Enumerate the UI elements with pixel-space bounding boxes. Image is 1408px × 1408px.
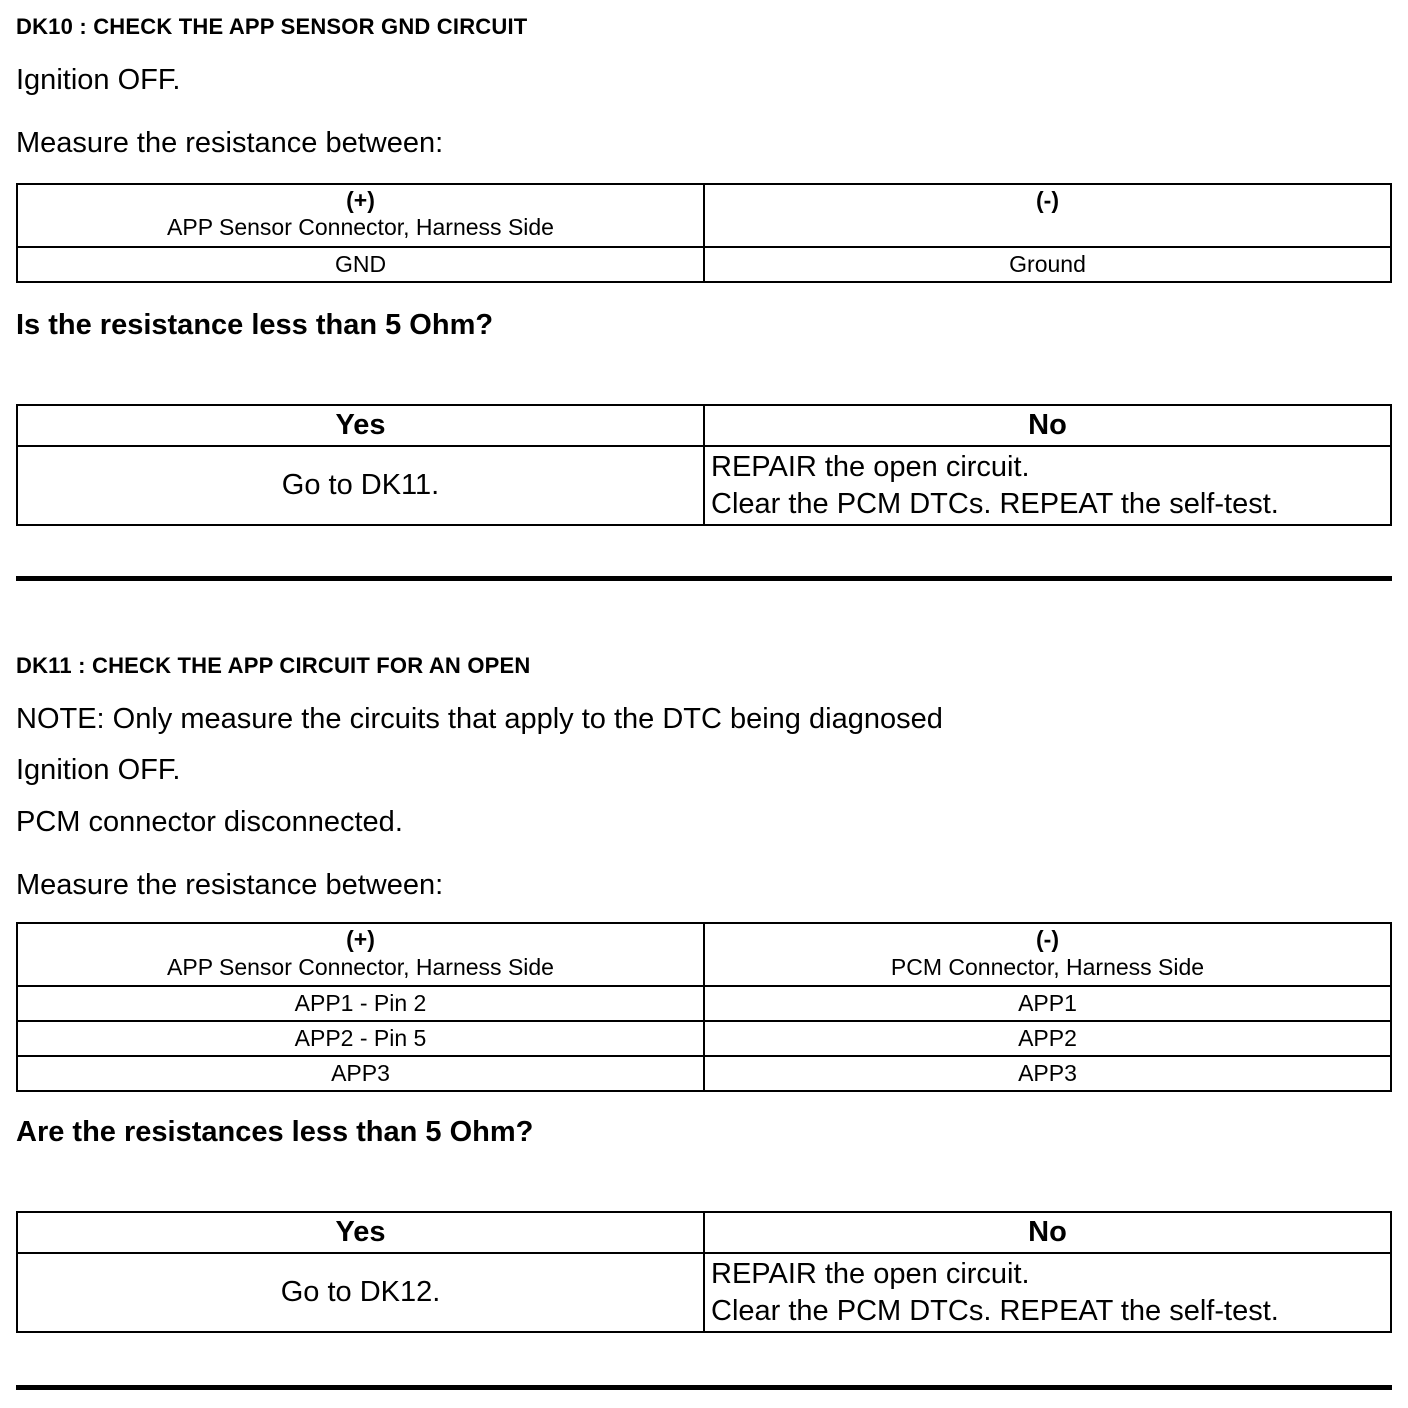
decision-table-dk11 xyxy=(16,1211,1392,1333)
measurement-table-dk10 xyxy=(16,183,1392,283)
plus-header-cell xyxy=(17,923,704,986)
decision-table-dk10 xyxy=(16,404,1392,526)
decision-header-row xyxy=(17,405,1391,446)
table-row xyxy=(17,1021,1391,1056)
no-action-line: Clear the PCM DTCs. REPEAT the self-test. xyxy=(711,1294,1279,1327)
instruction-ignition-off: Ignition OFF. xyxy=(16,754,181,787)
table-row xyxy=(17,247,1391,282)
measurement-table-dk11 xyxy=(16,922,1392,1091)
no-header-cell: No xyxy=(704,405,1391,446)
question-text-dk11: Are the resistances less than 5 Ohm? xyxy=(16,1115,534,1148)
instruction-ignition-off: Ignition OFF. xyxy=(16,64,181,96)
no-action-line: REPAIR the open circuit. xyxy=(711,1258,1030,1291)
instruction-note: NOTE: Only measure the circuits that apply to the DTC being diagnosed xyxy=(16,702,943,735)
table-row xyxy=(17,986,1391,1021)
yes-action-cell: Go to DK12. xyxy=(17,1253,704,1332)
minus-pin-cell: APP1 xyxy=(704,986,1391,1021)
section-dk11 xyxy=(16,653,1392,1333)
minus-pin-cell: APP3 xyxy=(704,1056,1391,1091)
instruction-measure-resistance: Measure the resistance between: xyxy=(16,127,444,160)
plus-pin-cell: APP2 - Pin 5 xyxy=(17,1021,704,1056)
no-action-line: REPAIR the open circuit. xyxy=(711,451,1030,484)
minus-header-cell xyxy=(704,184,1391,247)
yes-action-cell: Go to DK11. xyxy=(17,446,704,525)
instruction-pcm-disconnected: PCM connector disconnected. xyxy=(16,805,403,838)
instruction-measure-resistance: Measure the resistance between: xyxy=(16,868,444,901)
plus-sign: (+) xyxy=(346,186,375,213)
plus-connector-label: APP Sensor Connector, Harness Side xyxy=(167,953,554,980)
yes-header-cell: Yes xyxy=(17,405,704,446)
step-title-dk10: DK10 : CHECK THE APP SENSOR GND CIRCUIT xyxy=(16,14,528,39)
minus-pin-cell: APP2 xyxy=(704,1021,1391,1056)
decision-header-row xyxy=(17,1212,1391,1253)
plus-sign: (+) xyxy=(346,926,375,953)
section-divider xyxy=(16,1385,1392,1390)
no-action-line: Clear the PCM DTCs. REPEAT the self-test. xyxy=(711,487,1279,520)
minus-sign: (-) xyxy=(1036,926,1059,953)
plus-pin-cell: APP3 xyxy=(17,1056,704,1091)
minus-sign: (-) xyxy=(1036,186,1059,213)
decision-row xyxy=(17,1253,1391,1332)
step-title-dk11: DK11 : CHECK THE APP CIRCUIT FOR AN OPEN xyxy=(16,652,531,678)
decision-row xyxy=(17,446,1391,525)
yes-header-cell: Yes xyxy=(17,1212,704,1253)
plus-pin-cell: APP1 - Pin 2 xyxy=(17,986,704,1021)
question-text-dk10: Is the resistance less than 5 Ohm? xyxy=(16,308,494,341)
minus-connector-label: PCM Connector, Harness Side xyxy=(890,953,1205,980)
minus-connector-label xyxy=(713,214,1382,241)
minus-pin-cell: Ground xyxy=(704,247,1391,282)
measure-header-row xyxy=(17,184,1391,247)
plus-connector-label: APP Sensor Connector, Harness Side xyxy=(167,214,554,241)
no-header-cell: No xyxy=(704,1212,1391,1253)
plus-pin-cell: GND xyxy=(17,247,704,282)
section-divider xyxy=(16,576,1392,581)
section-dk10 xyxy=(16,14,1392,526)
plus-header-cell xyxy=(17,184,704,247)
minus-header-cell xyxy=(704,923,1391,986)
no-action-cell xyxy=(704,1253,1391,1332)
table-row xyxy=(17,1056,1391,1091)
measure-header-row xyxy=(17,923,1391,986)
no-action-cell xyxy=(704,446,1391,525)
